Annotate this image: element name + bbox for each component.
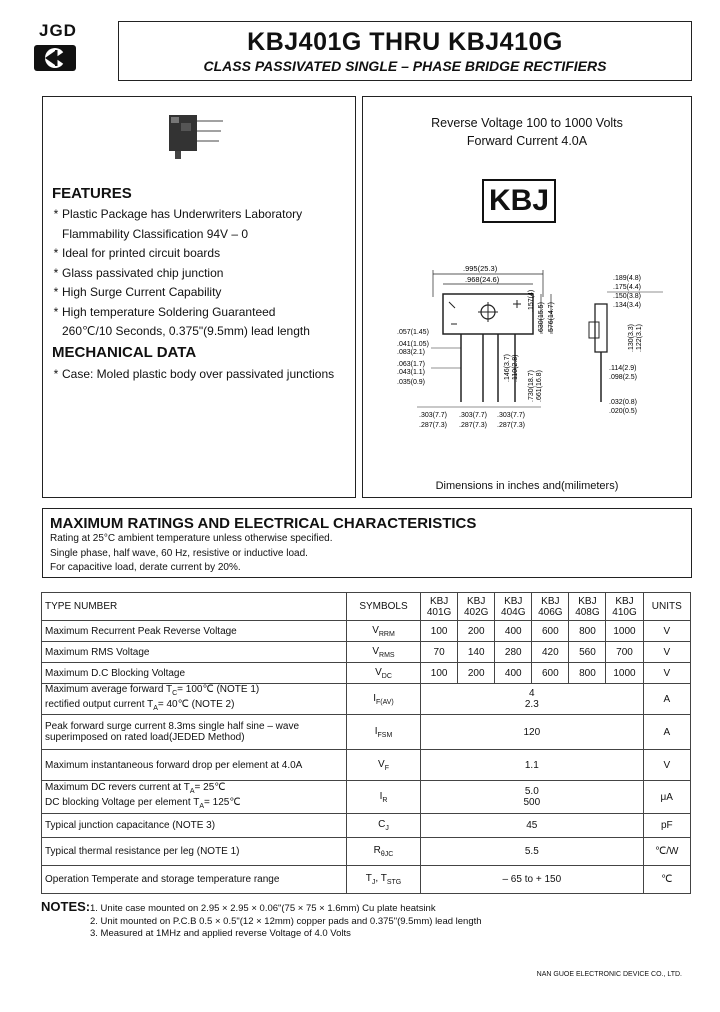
features-box [42, 96, 356, 498]
value-cell: 1.1 [421, 750, 643, 781]
value-cell: 400 [495, 663, 532, 684]
dim-label: .134(3.4) [613, 302, 642, 309]
value-cell: 120 [421, 715, 643, 750]
unit-cell: μA [643, 781, 690, 814]
value-cell: 140 [458, 642, 495, 663]
logo-icon [33, 44, 77, 72]
header-part: KBJ 401G [421, 593, 458, 621]
value-cell: 4 2.3 [421, 684, 643, 715]
condition-line: Rating at 25°C ambient temperature unless otherwise specified. [50, 533, 333, 544]
value-cell: 400 [495, 621, 532, 642]
symbol-cell: $T_J$, $T_{STG}$ [346, 866, 420, 894]
table-row [42, 715, 691, 750]
dim-label: .287(7.3) [419, 422, 448, 429]
dim-label: .287(7.3) [497, 422, 526, 429]
table-header-row [42, 593, 691, 621]
table-row [42, 663, 691, 684]
header-part: KBJ 408G [569, 593, 606, 621]
mechanical-item: * Case: Moled plastic body over passivated junctions [53, 367, 335, 381]
symbol-cell: $C_J$ [346, 814, 420, 838]
value-cell: 700 [606, 642, 643, 663]
feature-item: * Plastic Package has Underwriters Laboratory [53, 207, 303, 221]
dim-label: .576(14.7) [548, 302, 555, 334]
forward-current: Forward Current 4.0A [466, 134, 588, 148]
dim-label: .995(25.3) [463, 264, 498, 273]
dim-label: .630(15.5) [538, 302, 545, 334]
header-type: TYPE NUMBER [42, 593, 347, 621]
value-cell: 200 [458, 621, 495, 642]
ratings-box [42, 508, 692, 578]
dim-label: .043(1.1) [397, 369, 426, 376]
header-symbols: SYMBOLS [346, 593, 420, 621]
table-row [42, 642, 691, 663]
reverse-voltage: Reverse Voltage 100 to 1000 Volts [431, 116, 623, 130]
dim-label: .150(3.8) [613, 293, 642, 300]
dim-label: .175(4.4) [613, 284, 642, 291]
dim-label: .303(7.7) [459, 412, 488, 419]
symbol-cell: $R_{\theta JC}$ [346, 838, 420, 866]
note-item: 1. Unite case mounted on 2.95 × 2.95 × 0.06"(75 × 75 × 1.6mm) Cu plate heatsink [90, 903, 436, 914]
dim-label: .063(1.7) [397, 361, 426, 368]
value-cell: 600 [532, 663, 569, 684]
param-cell: Maximum D.C Blocking Voltage [42, 663, 347, 684]
footer-company: NAN GUOE ELECTRONIC DEVICE CO., LTD. [536, 971, 682, 978]
dim-label: .122(3.1) [636, 323, 643, 352]
param-cell: Maximum Recurrent Peak Reverse Voltage [42, 621, 347, 642]
value-cell: 800 [569, 663, 606, 684]
dim-label: .110(2.8) [512, 354, 519, 382]
logo-text: JGD [39, 21, 77, 40]
value-cell: 5.5 [421, 838, 643, 866]
dim-label: .041(1.05) [397, 341, 429, 348]
dim-label: .730(18.7) [528, 370, 535, 402]
param-cell: Peak forward surge current 8.3ms single half sine – wave superimposed on rated load(JEDED Method) [42, 715, 347, 750]
value-cell: – 65 to + 150 [421, 866, 643, 894]
dim-label: .189(4.8) [613, 275, 642, 282]
unit-cell: pF [643, 814, 690, 838]
unit-cell: V [643, 642, 690, 663]
note-item: 2. Unit mounted on P.C.B 0.5 × 0.5"(12 × 12mm) copper pads and 0.375"(9.5mm) lead length [90, 915, 482, 927]
value-cell: 45 [421, 814, 643, 838]
value-cell: 600 [532, 621, 569, 642]
dim-label: .146(3.7) [504, 353, 511, 382]
dim-label: .130(3.3) [628, 323, 635, 352]
note-item: 3. Measured at 1MHz and applied reverse Voltage of 4.0 Volts [90, 928, 351, 939]
page-title: KBJ401G THRU KBJ410G [247, 28, 563, 56]
dim-label: .303(7.7) [497, 412, 526, 419]
features-heading: FEATURES [52, 185, 132, 202]
dimension-caption: Dimensions in inches and(milimeters) [435, 480, 619, 492]
feature-item: * High temperature Soldering Guaranteed [53, 304, 276, 319]
header-part: KBJ 410G [606, 593, 643, 621]
dim-label: .020(0.5) [609, 408, 638, 415]
value-cell: 5.0 500 [421, 781, 643, 814]
unit-cell: ℃/W [643, 838, 690, 866]
dim-label: .032(0.8) [609, 399, 638, 406]
unit-cell: ℃ [643, 866, 690, 894]
unit-cell: V [643, 621, 690, 642]
dim-label: .303(7.7) [419, 412, 448, 419]
symbol-cell: $V_{DC}$ [346, 663, 420, 684]
mechanical-list [50, 365, 350, 385]
ratings-conditions [50, 532, 332, 576]
dim-label: .661(16.8) [536, 370, 543, 402]
value-cell: 1000 [606, 663, 643, 684]
condition-line: Single phase, half wave, 60 Hz, resistive or inductive load. [50, 547, 308, 559]
value-cell: 70 [421, 642, 458, 663]
notes-label: NOTES: [41, 899, 91, 914]
table-row [42, 750, 691, 781]
product-image [161, 111, 231, 163]
value-cell: 100 [421, 663, 458, 684]
table-row [42, 621, 691, 642]
table-row [42, 684, 691, 715]
spec-box [362, 96, 692, 498]
param-cell: Typical junction capacitance (NOTE 3) [42, 814, 347, 838]
table-row [42, 866, 691, 894]
symbol-cell: $I_{F(AV)}$ [346, 684, 420, 715]
symbol-cell: $V_F$ [346, 750, 420, 781]
header-part: KBJ 406G [532, 593, 569, 621]
ratings-table [41, 592, 691, 894]
table-row [42, 838, 691, 866]
symbol-cell: $V_{RRM}$ [346, 621, 420, 642]
value-cell: 560 [569, 642, 606, 663]
feature-item: * High Surge Current Capability [53, 285, 222, 299]
feature-item: * Glass passivated chip junction [53, 265, 224, 280]
dim-label: .114(2.9) [609, 365, 637, 372]
page-subtitle: CLASS PASSIVATED SINGLE – PHASE BRIDGE RECTIFIERS [203, 58, 607, 74]
symbol-cell: $V_{RMS}$ [346, 642, 420, 663]
table-row [42, 814, 691, 838]
param-cell: Maximum DC revers current at $T_A=$ 25℃ DC blocking Voltage per element $T_A=$ 125℃ [42, 781, 347, 814]
value-cell: 200 [458, 663, 495, 684]
param-cell: Maximum RMS Voltage [42, 642, 347, 663]
feature-item: 260℃/10 Seconds, 0.375"(9.5mm) lead length [62, 324, 310, 338]
header-part: KBJ 402G [458, 593, 495, 621]
dim-label: .968(24.6) [465, 275, 500, 284]
dim-label: .057(1.45) [397, 329, 429, 336]
ratings-heading: MAXIMUM RATINGS AND ELECTRICAL CHARACTERISTICS [50, 515, 477, 532]
param-cell: Operation Temperate and storage temperature range [42, 866, 347, 894]
header-units: UNITS [643, 593, 690, 621]
header-part: KBJ 404G [495, 593, 532, 621]
condition-line: For capacitive load, derate current by 20%. [50, 562, 241, 573]
unit-cell: A [643, 684, 690, 715]
title-box [118, 21, 692, 81]
unit-cell: V [643, 750, 690, 781]
feature-item: * Ideal for printed circuit boards [53, 246, 221, 260]
dim-label: .157(4) [528, 289, 535, 312]
dimension-drawing [363, 252, 689, 492]
notes-list [90, 903, 482, 941]
unit-cell: V [643, 663, 690, 684]
dim-label: .035(0.9) [397, 379, 426, 386]
unit-cell: A [643, 715, 690, 750]
package-label: KBJ [482, 179, 556, 223]
symbol-cell: $I_{FSM}$ [346, 715, 420, 750]
value-cell: 280 [495, 642, 532, 663]
symbol-cell: $I_R$ [346, 781, 420, 814]
feature-item: Flammability Classification 94V – 0 [62, 226, 249, 241]
param-cell: Typical thermal resistance per leg (NOTE 1) [42, 838, 347, 866]
param-cell: Maximum instantaneous forward drop per element at 4.0A [42, 750, 347, 781]
table-row [42, 781, 691, 814]
value-cell: 420 [532, 642, 569, 663]
features-list [50, 205, 350, 342]
param-cell: Maximum average forward $T_C=$ 100℃ (NOTE 1) rectified output current $T_A=$ 40℃ (NOTE 2) [42, 684, 347, 715]
dim-label: .083(2.1) [397, 349, 426, 356]
value-cell: 800 [569, 621, 606, 642]
dim-label: .287(7.3) [459, 422, 488, 429]
dim-label: .098(2.5) [609, 374, 638, 381]
mechanical-heading: MECHANICAL DATA [52, 344, 197, 361]
value-cell: 100 [421, 621, 458, 642]
value-cell: 1000 [606, 621, 643, 642]
